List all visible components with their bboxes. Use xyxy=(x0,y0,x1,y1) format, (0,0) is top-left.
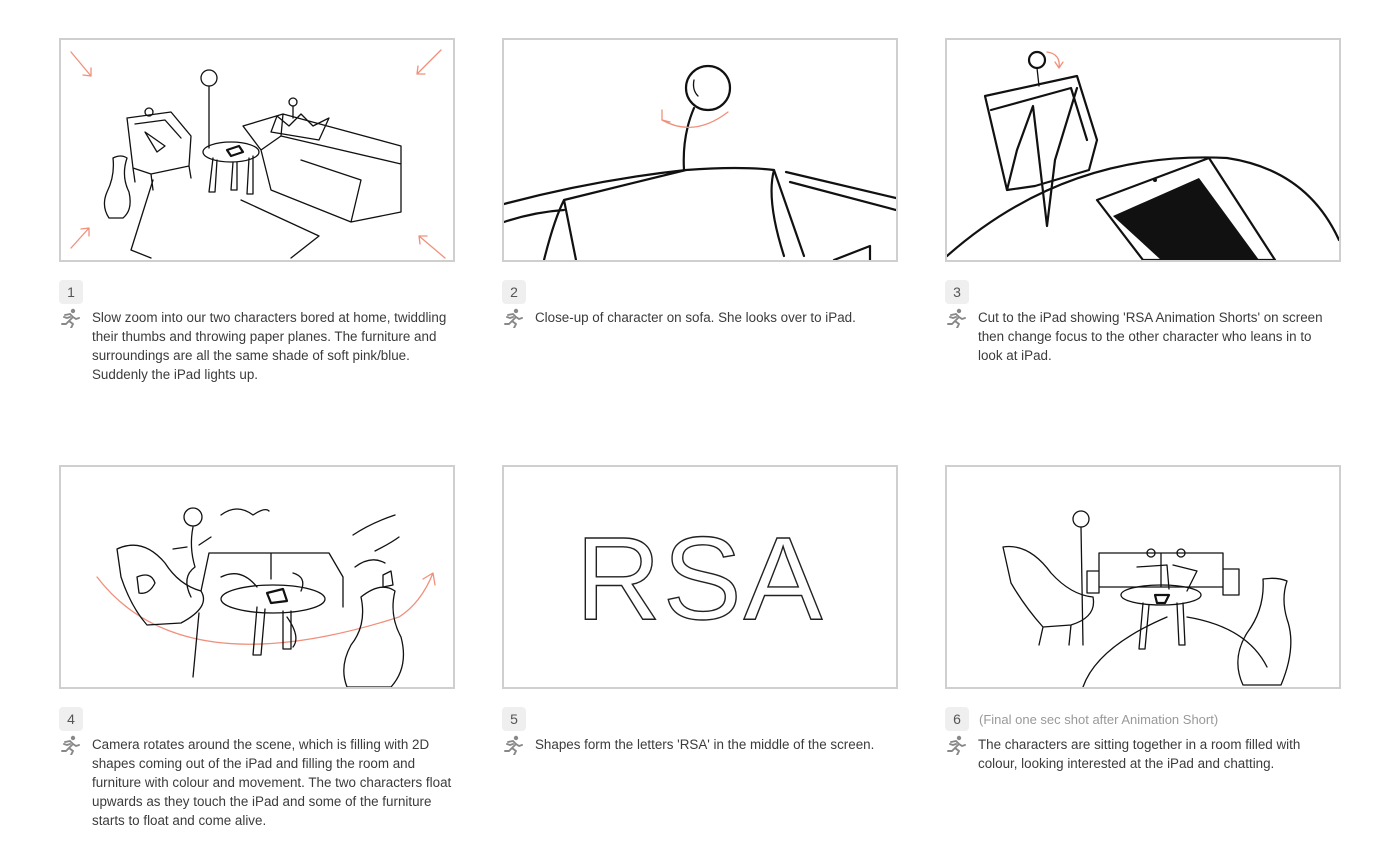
rsa-letters-sketch xyxy=(504,467,896,687)
sketch-frame-4 xyxy=(59,465,455,689)
storyboard-panel-1 xyxy=(59,38,455,382)
shot-number: 6 xyxy=(945,707,969,731)
rsa-sketch-text: RSA xyxy=(575,513,825,645)
running-figure-icon xyxy=(502,735,524,755)
shot-number: 2 xyxy=(502,280,526,304)
shot-description: Cut to the iPad showing 'RSA Animation Shorts' on screen then change focus to the other character who leans in to look at iPad. xyxy=(978,310,1323,363)
sketch-frame-1 xyxy=(59,38,455,262)
sketch-frame-6 xyxy=(945,465,1341,689)
storyboard-panel-5 xyxy=(502,465,898,752)
sketch-frame-2 xyxy=(502,38,898,262)
storyboard-panel-2 xyxy=(502,38,898,325)
living-room-wide-sketch xyxy=(61,40,453,260)
final-room-sketch xyxy=(947,467,1339,687)
ipad-closeup-sketch xyxy=(947,40,1339,260)
shot-description: Slow zoom into our two characters bored at home, twiddling their thumbs and throwing paper planes. The furniture and surroundings are all the same shade of soft pink/blue. Suddenly the iPad lights up. xyxy=(92,310,447,382)
sketch-frame-5 xyxy=(502,465,898,689)
storyboard-panel-3 xyxy=(945,38,1341,363)
shot-number: 3 xyxy=(945,280,969,304)
storyboard-panel-6 xyxy=(945,465,1341,771)
running-figure-icon xyxy=(59,735,81,755)
running-figure-icon xyxy=(945,308,967,328)
running-figure-icon xyxy=(945,735,967,755)
sofa-closeup-sketch xyxy=(504,40,896,260)
shot-number: 4 xyxy=(59,707,83,731)
shot-number: 5 xyxy=(502,707,526,731)
shot-description: Shapes form the letters 'RSA' in the middle of the screen. xyxy=(535,737,875,752)
running-figure-icon xyxy=(59,308,81,328)
shot-description: Camera rotates around the scene, which is filling with 2D shapes coming out of the iPad and filling the room and furniture with colour and movement. The two characters float upwards as they touch the iPad and some of the furniture starts to float and come alive. xyxy=(92,737,452,828)
shot-description: The characters are sitting together in a room filled with colour, looking interested at the iPad and chatting. xyxy=(978,737,1301,771)
running-figure-icon xyxy=(502,308,524,328)
storyboard-panel-4 xyxy=(59,465,455,828)
sketch-frame-3 xyxy=(945,38,1341,262)
rotating-scene-sketch xyxy=(61,467,453,687)
shot-number: 1 xyxy=(59,280,83,304)
shot-note: (Final one sec shot after Animation Short) xyxy=(979,711,1219,727)
shot-description: Close-up of character on sofa. She looks over to iPad. xyxy=(535,310,856,325)
